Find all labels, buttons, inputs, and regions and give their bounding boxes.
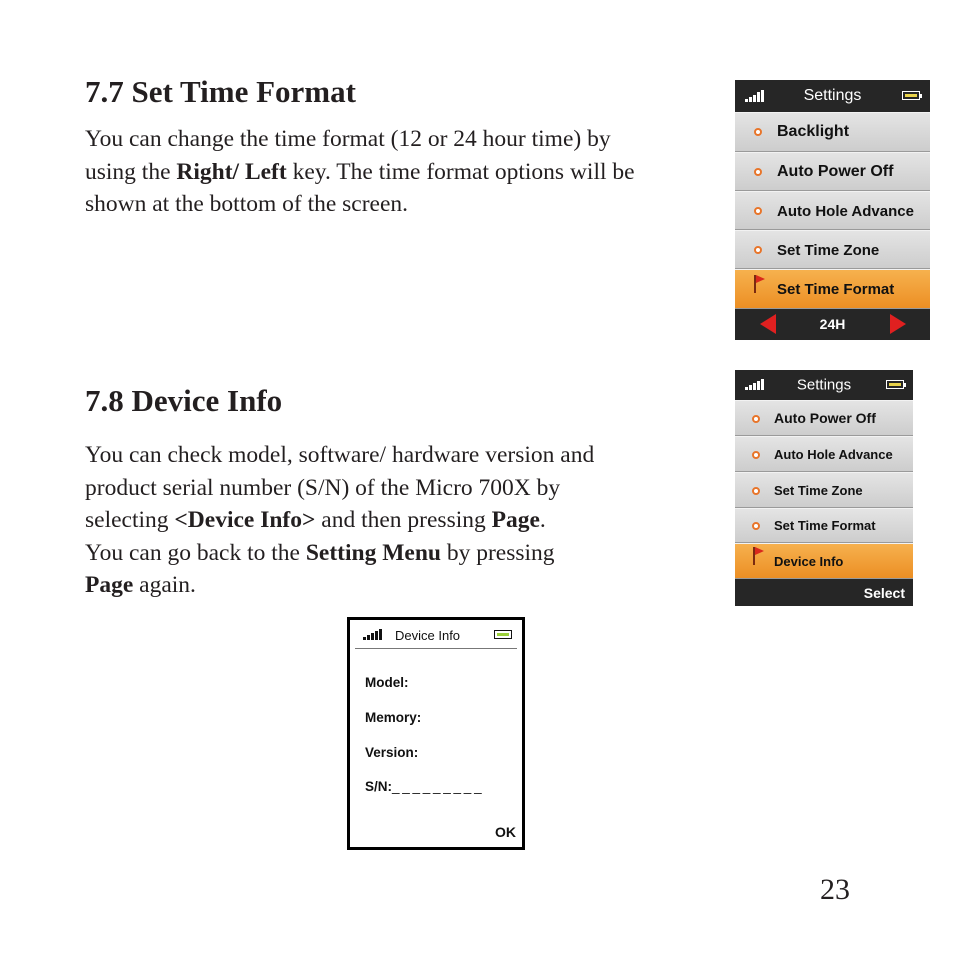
para-line: shown at the bottom of the screen. [85,191,409,217]
menu-item-set-time-zone[interactable] [735,472,913,508]
menu-item-set-time-format[interactable] [735,269,930,309]
model-label: Model: [365,675,409,690]
sn-label: S/N: [365,779,392,794]
para-line: You can go back to the Setting Menu by pressing [85,539,555,566]
para-line: selecting <Device Info> and then pressing Page. [85,507,546,533]
version-label: Version: [365,745,419,760]
status-bar [735,80,930,112]
para-line: Page again. [85,572,196,598]
menu-item-label: Set Time Zone [774,483,863,498]
battery-icon [886,380,904,389]
bullet-icon [752,487,760,495]
menu-item-auto-hole-advance[interactable] [735,436,913,472]
screen-title: Device Info [395,628,461,643]
bullet-icon [752,415,760,423]
screen-title: Settings [796,376,852,394]
bullet-icon [754,207,762,215]
sn-value: _ _ _ _ _ _ _ _ _ [392,779,482,794]
signal-icon [363,629,382,640]
flag-icon [751,547,765,565]
menu-item-auto-power-off[interactable] [735,152,930,191]
menu-item-label: Auto Power Off [777,163,894,180]
settings-screen-time-format [735,80,930,340]
menu-item-name: <Device Info> [174,507,316,533]
menu-name: Setting Menu [305,539,441,566]
right-arrow-icon[interactable] [889,314,907,334]
bullet-icon [754,168,762,176]
flag-icon [752,275,766,293]
bottom-bar [735,579,913,606]
para-line: You can change the time format (12 or 24 hour time) by [85,126,611,152]
menu-item-label: Auto Hole Advance [777,203,914,220]
device-info-screen [347,617,525,850]
section-7-8-text [85,439,725,602]
section-heading-7-7: 7.7 Set Time Format [85,74,356,109]
key-name: Page [85,572,134,598]
para-line: product serial number (S/N) of the Micro 700X by [85,474,561,501]
ok-button[interactable]: OK [495,824,516,840]
screen-title: Settings [803,87,862,104]
menu-item-label: Backlight [777,123,850,140]
bullet-icon [754,128,762,136]
menu-item-set-time-zone[interactable] [735,230,930,269]
menu-item-label: Auto Power Off [774,410,876,426]
bullet-icon [754,246,762,254]
battery-icon [902,91,920,100]
time-format-selector [735,309,930,340]
status-bar [735,370,913,400]
memory-label: Memory: [365,710,422,725]
status-bar [355,620,517,649]
para-line: You can check model, software/ hardware version and [85,442,595,468]
menu-item-backlight[interactable] [735,112,930,152]
section-heading-7-8: 7.8 Device Info [85,383,283,418]
serial-number-row [365,779,481,794]
page-number: 23 [820,873,850,906]
menu-item-label: Device Info [774,554,844,569]
bullet-icon [752,451,760,459]
section-7-7-text [85,123,725,221]
key-name: Page [491,507,540,533]
menu-item-label: Set Time Format [777,281,895,298]
battery-icon [494,630,512,639]
menu-item-set-time-format[interactable] [735,508,913,543]
time-format-value: 24H [819,316,846,332]
menu-item-device-info[interactable] [735,543,913,579]
menu-item-label: Set Time Zone [777,242,880,259]
menu-item-auto-hole-advance[interactable] [735,191,930,230]
para-line: using the Right/ Left key. The time format options will be [85,158,635,185]
settings-screen-device-info [735,370,913,606]
select-button[interactable]: Select [863,585,905,601]
key-name: Right/ Left [176,158,287,185]
menu-item-label: Set Time Format [774,518,876,533]
bullet-icon [752,522,760,530]
menu-item-label: Auto Hole Advance [774,447,893,462]
menu-item-auto-power-off[interactable] [735,400,913,436]
